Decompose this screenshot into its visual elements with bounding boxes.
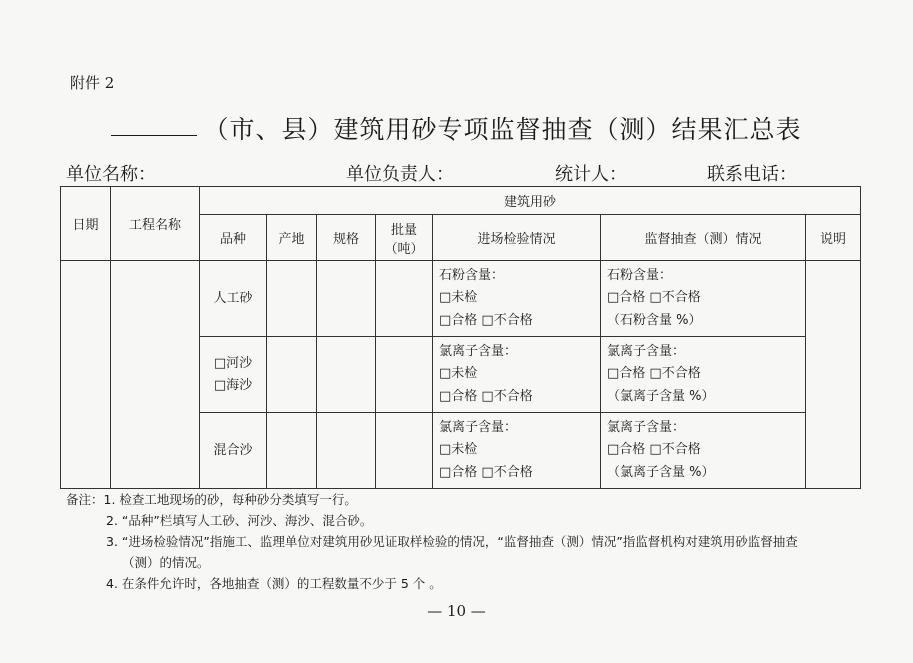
entry-line[interactable]: □合格 □不合格 [439,312,533,328]
supervision-line: （石粉含量 %） [607,312,702,328]
entry-check-cell [433,413,601,489]
entry-check-cell [433,337,601,413]
kind-line: 混合沙 [213,442,253,458]
kind-line[interactable]: □海沙 [213,377,253,393]
kind-line[interactable]: □河沙 [213,355,253,371]
title-blank [111,135,197,136]
remark-cell[interactable] [806,261,861,489]
unit-name-label: 单位名称： [66,164,156,185]
header-remark: 说明 [806,215,861,261]
entry-line: 氯离子含量： [439,343,518,359]
supervision-line: （氯离子含量 %） [607,464,715,480]
notes-prefix: 备注： [66,492,104,507]
header-batch [376,215,433,261]
header-kind: 品种 [200,215,267,261]
supervision-line: （氯离子含量 %） [607,388,715,404]
origin-cell[interactable] [267,337,317,413]
date-cell[interactable] [61,261,111,489]
header-date: 日期 [61,187,111,261]
project-cell[interactable] [111,261,200,489]
origin-cell[interactable] [267,261,317,337]
origin-cell[interactable] [267,413,317,489]
kind-cell [200,261,267,337]
header-spec: 规格 [317,215,376,261]
note-3-continued: （测）的情况。 [122,555,210,570]
supervision-line: 氯离子含量： [607,419,686,435]
supervision-line[interactable]: □合格 □不合格 [607,366,701,382]
supervision-line: 石粉含量： [607,267,673,283]
supervision-line[interactable]: □合格 □不合格 [607,290,701,306]
entry-line[interactable]: □未检 [439,442,478,458]
note-1-text: 1. 检查工地现场的砂，每种砂分类填写一行。 [103,492,357,507]
header-batch-line1: 批量 [390,222,417,238]
table-row [61,261,861,337]
summary-table [60,186,861,489]
header-supervision: 监督抽查（测）情况 [601,215,806,261]
supervision-cell [601,261,806,337]
phone-label: 联系电话： [707,164,797,185]
supervision-cell [601,337,806,413]
kind-line: 人工砂 [213,290,253,306]
spec-cell[interactable] [317,261,376,337]
unit-head-label: 单位负责人： [346,164,454,185]
kind-cell [200,337,267,413]
supervision-cell [601,413,806,489]
page-number: — 10 — [427,602,486,620]
statistician-label: 统计人： [555,164,627,185]
batch-cell[interactable] [376,337,433,413]
note-3: 3. “进场检验情况”指施工、监理单位对建筑用砂见证取样检验的情况，“监督抽查（测）情况”指监督机构对建筑用砂监督抽查 [106,534,798,549]
header-origin: 产地 [267,215,317,261]
batch-cell[interactable] [376,413,433,489]
entry-line[interactable]: □合格 □不合格 [439,388,533,404]
notes-block [66,489,798,594]
header-project: 工程名称 [111,187,200,261]
entry-line: 石粉含量： [439,267,505,283]
entry-line[interactable]: □未检 [439,366,478,382]
attachment-label: 附件 2 [70,74,115,92]
note-2: 2. “品种”栏填写人工砂、河沙、海沙、混合砂。 [106,513,373,528]
note-4: 4. 在条件允许时，各地抽查（测）的工程数量不少于 5 个 。 [106,576,442,591]
supervision-line: 氯离子含量： [607,343,686,359]
title-text: （市、县）建筑用砂专项监督抽查（测）结果汇总表 [203,115,802,144]
spec-cell[interactable] [317,413,376,489]
entry-check-cell [433,261,601,337]
header-batch-line2: （吨） [384,241,424,257]
entry-line[interactable]: □合格 □不合格 [439,464,533,480]
header-entry-check: 进场检验情况 [433,215,601,261]
batch-cell[interactable] [376,261,433,337]
note-1 [66,489,798,510]
page-title [0,110,913,146]
entry-line[interactable]: □未检 [439,290,478,306]
entry-line: 氯离子含量： [439,419,518,435]
spec-cell[interactable] [317,337,376,413]
header-sand-group: 建筑用砂 [200,187,861,215]
supervision-line[interactable]: □合格 □不合格 [607,442,701,458]
kind-cell [200,413,267,489]
